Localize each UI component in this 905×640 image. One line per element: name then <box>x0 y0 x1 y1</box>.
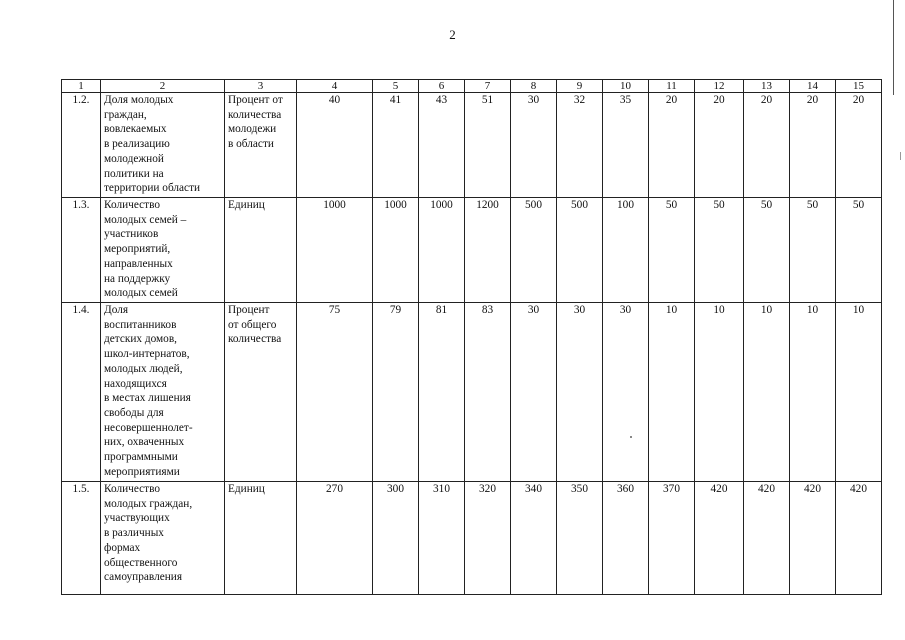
header-cell: 4 <box>297 80 373 93</box>
unit-of-measure: Процент от общего количества <box>225 303 297 482</box>
value-cell: 10 <box>790 303 836 482</box>
header-cell: 6 <box>419 80 465 93</box>
value-cell: 43 <box>419 93 465 198</box>
value-cell: 20 <box>744 93 790 198</box>
value-cell: 420 <box>695 482 744 595</box>
header-row <box>62 80 882 93</box>
value-cell: 50 <box>836 198 882 303</box>
value-cell: 360 <box>603 482 649 595</box>
row-number: 1.3. <box>62 198 101 303</box>
value-cell: 30 <box>511 93 557 198</box>
header-cell: 12 <box>695 80 744 93</box>
unit-of-measure: Единиц <box>225 482 297 595</box>
value-cell: 35 <box>603 93 649 198</box>
header-cell: 3 <box>225 80 297 93</box>
row-number: 1.5. <box>62 482 101 595</box>
value-cell: 81 <box>419 303 465 482</box>
value-cell: 310 <box>419 482 465 595</box>
value-cell: 10 <box>649 303 695 482</box>
header-cell: 11 <box>649 80 695 93</box>
value-cell: 10 <box>695 303 744 482</box>
value-cell: 50 <box>744 198 790 303</box>
table-row <box>62 482 882 595</box>
value-cell: 41 <box>373 93 419 198</box>
value-cell: 100 <box>603 198 649 303</box>
table-row <box>62 198 882 303</box>
value-cell: 340 <box>511 482 557 595</box>
page-number: 2 <box>449 27 456 42</box>
header-cell: 5 <box>373 80 419 93</box>
value-cell: 50 <box>790 198 836 303</box>
table-row <box>62 93 882 198</box>
indicator-name: Количество молодых граждан, участвующих в различных формах общественного самоуправления <box>101 482 225 595</box>
header-cell: 2 <box>101 80 225 93</box>
value-cell: 500 <box>511 198 557 303</box>
value-cell: 500 <box>557 198 603 303</box>
unit-of-measure: Процент от количества молодежи в области <box>225 93 297 198</box>
indicator-name: Доля воспитанников детских домов, школ-интернатов, молодых людей, находящихся в местах лишения свободы для несовершеннолет- них, охваченных программными мероприятиями <box>101 303 225 482</box>
unit-of-measure: Единиц <box>225 198 297 303</box>
value-cell: 420 <box>790 482 836 595</box>
value-cell: 1000 <box>419 198 465 303</box>
header-cell: 14 <box>790 80 836 93</box>
value-cell: 420 <box>836 482 882 595</box>
value-cell: 30 <box>511 303 557 482</box>
row-number: 1.4. <box>62 303 101 482</box>
value-cell: 20 <box>649 93 695 198</box>
value-cell: 32 <box>557 93 603 198</box>
indicator-name: Количество молодых семей – участников мероприятий, направленных на поддержку молодых семей <box>101 198 225 303</box>
header-cell: 13 <box>744 80 790 93</box>
value-cell: 300 <box>373 482 419 595</box>
value-cell: 320 <box>465 482 511 595</box>
scan-edge-mark <box>900 152 901 160</box>
value-cell: 83 <box>465 303 511 482</box>
header-cell: 7 <box>465 80 511 93</box>
value-cell: 79 <box>373 303 419 482</box>
value-cell: 50 <box>695 198 744 303</box>
value-cell: 30 <box>557 303 603 482</box>
scan-edge-line <box>893 0 894 95</box>
value-cell: 420 <box>744 482 790 595</box>
header-cell: 15 <box>836 80 882 93</box>
value-cell: 30 <box>603 303 649 482</box>
table-row <box>62 303 882 482</box>
value-cell: 1200 <box>465 198 511 303</box>
value-cell: 20 <box>790 93 836 198</box>
value-cell: 1000 <box>373 198 419 303</box>
value-cell: 1000 <box>297 198 373 303</box>
value-cell: 20 <box>695 93 744 198</box>
header-cell: 9 <box>557 80 603 93</box>
value-cell: 40 <box>297 93 373 198</box>
indicator-name: Доля молодых граждан, вовлекаемых в реализацию молодежной политики на территории области <box>101 93 225 198</box>
row-number: 1.2. <box>62 93 101 198</box>
value-cell: 50 <box>649 198 695 303</box>
value-cell: 350 <box>557 482 603 595</box>
value-cell: 10 <box>836 303 882 482</box>
header-cell: 10 <box>603 80 649 93</box>
value-cell: 270 <box>297 482 373 595</box>
header-cell: 8 <box>511 80 557 93</box>
value-cell: 20 <box>836 93 882 198</box>
indicators-table <box>61 79 882 595</box>
header-cell: 1 <box>62 80 101 93</box>
value-cell: 370 <box>649 482 695 595</box>
value-cell: 75 <box>297 303 373 482</box>
value-cell: 51 <box>465 93 511 198</box>
value-cell: 10 <box>744 303 790 482</box>
